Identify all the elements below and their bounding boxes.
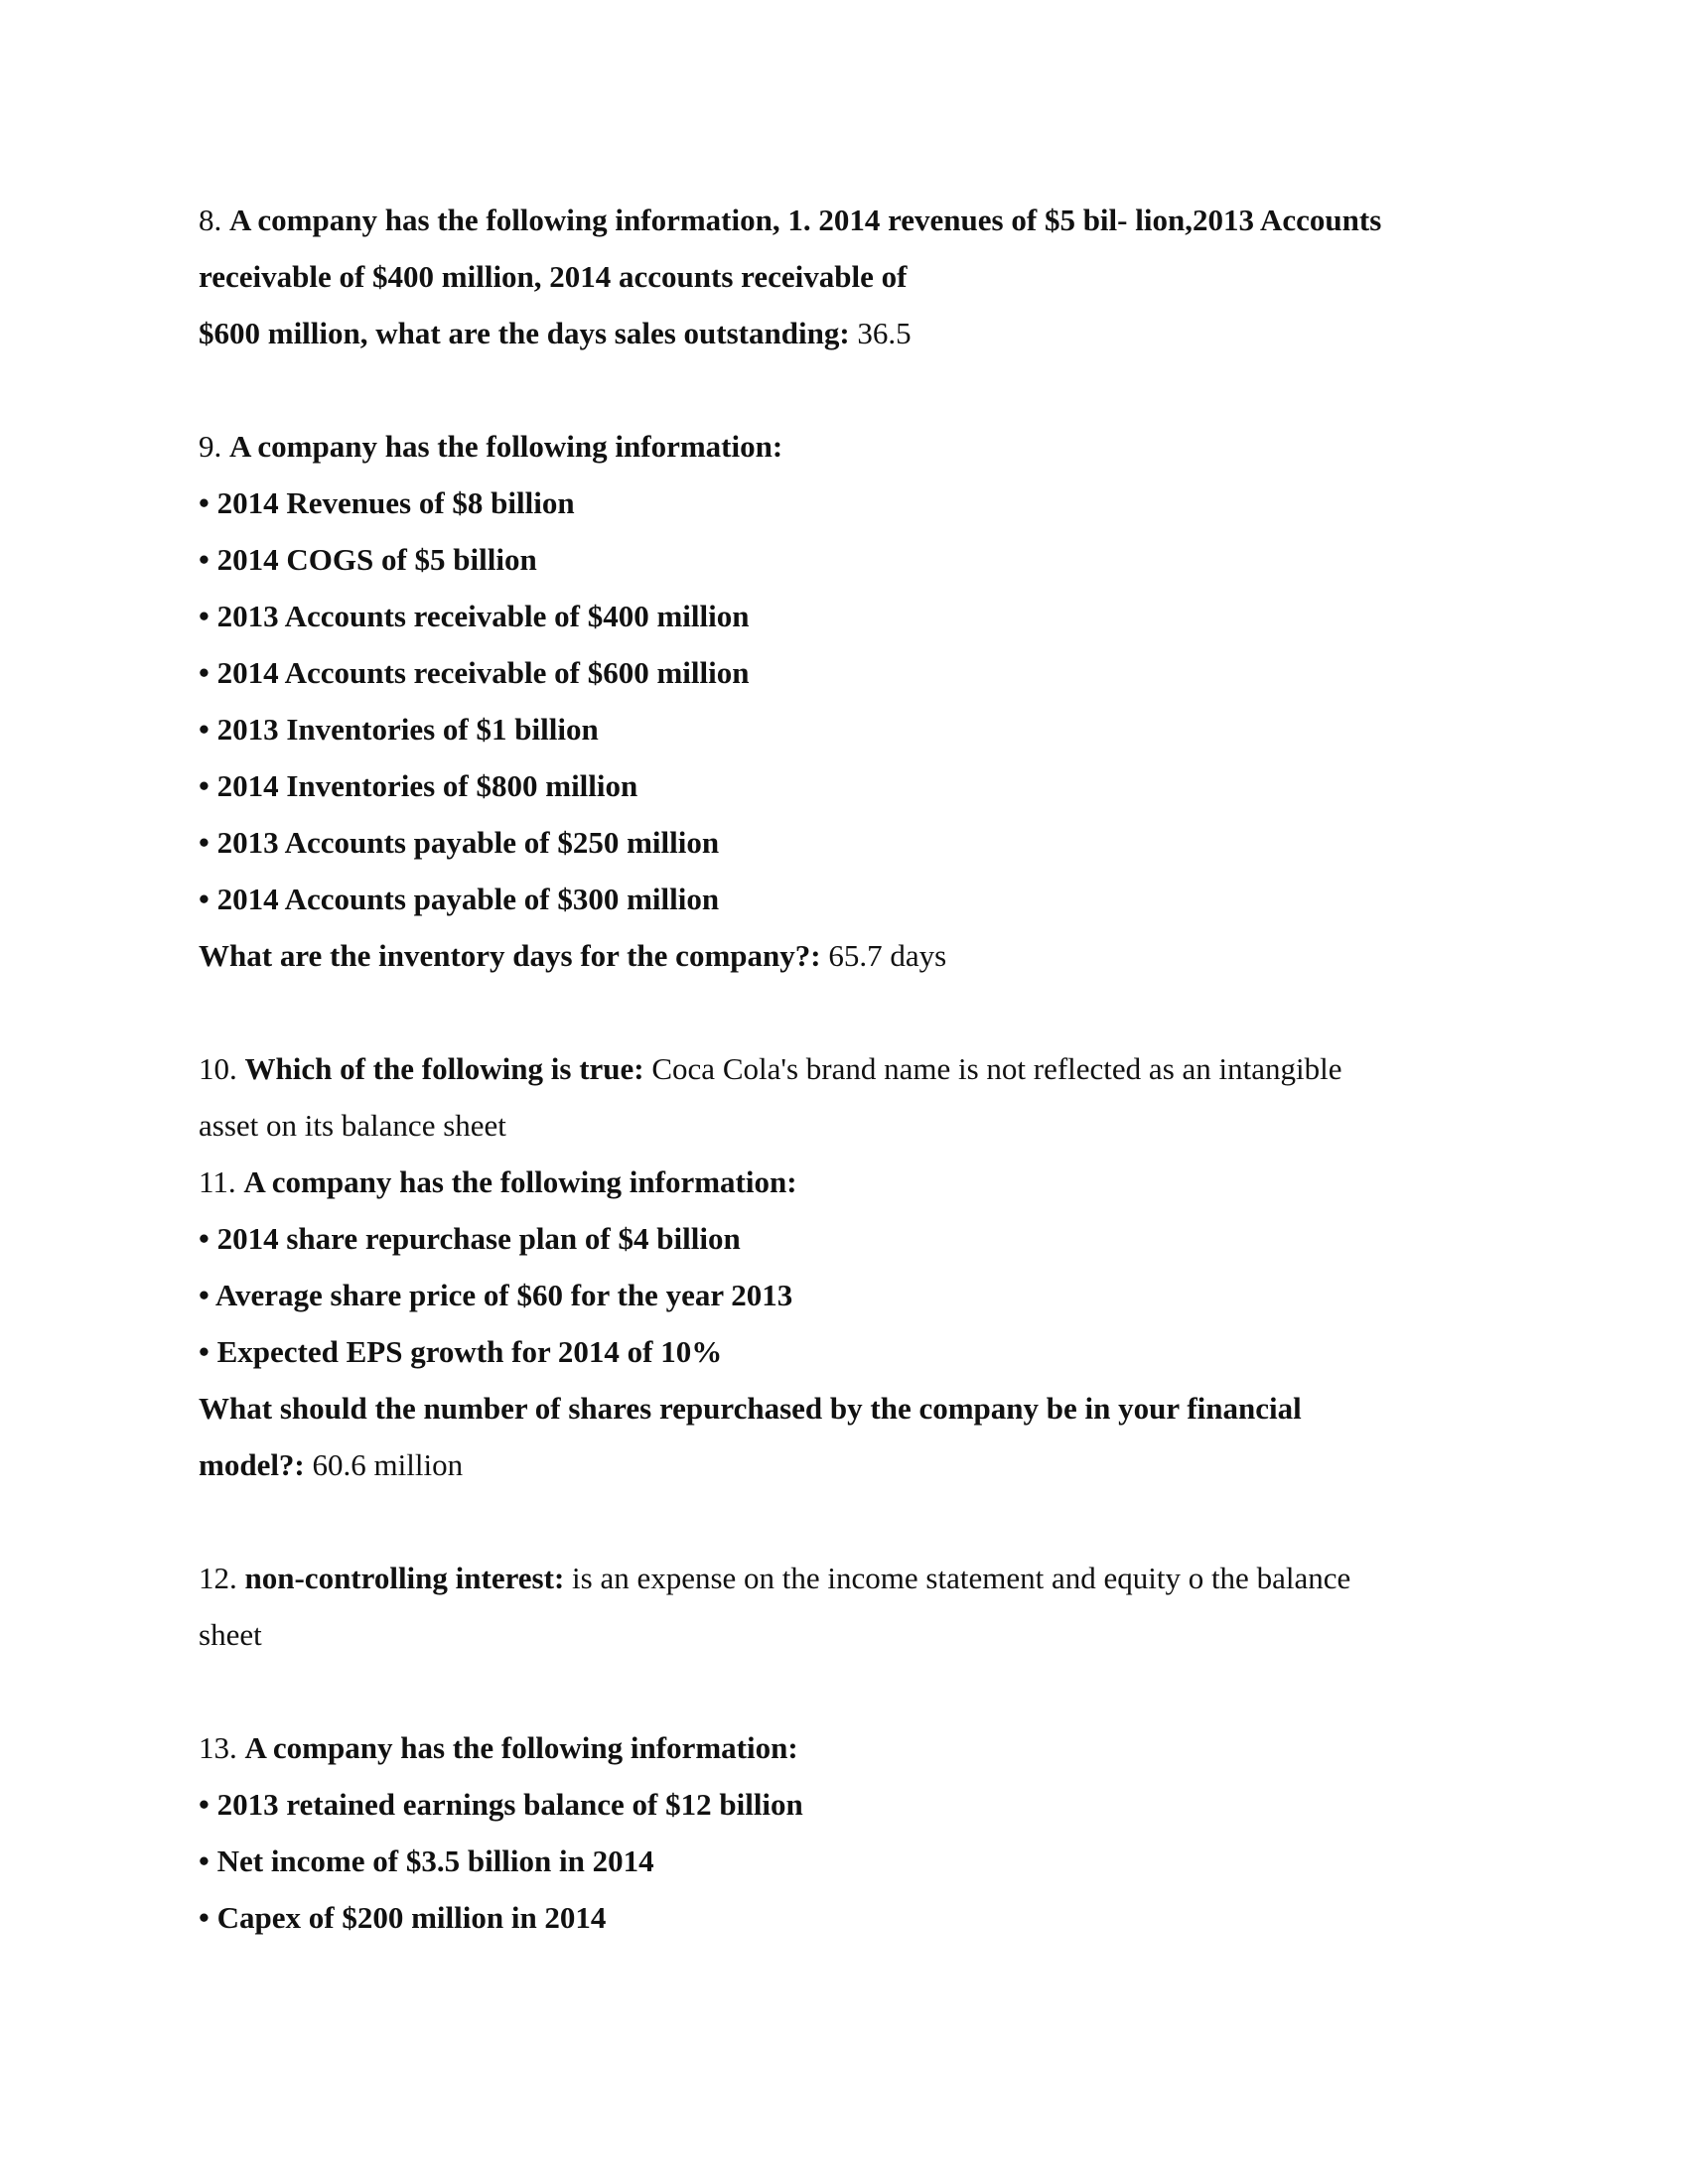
q10-line-1 <box>199 1040 1489 1097</box>
q11-question-2: model?: <box>199 1447 305 1482</box>
q12-number: 12. <box>199 1561 237 1595</box>
q11-question-line-2 <box>199 1436 1489 1493</box>
spacer <box>199 984 1489 1040</box>
spacer <box>199 361 1489 418</box>
document-page <box>199 192 1489 1946</box>
q11-answer: 60.6 million <box>312 1447 464 1482</box>
q9-bullet: • 2013 Inventories of $1 billion <box>199 712 599 747</box>
q11-heading: A company has the following information: <box>243 1164 797 1199</box>
q9-bullet: • 2014 Accounts receivable of $600 million <box>199 655 750 690</box>
q10-answer-line-2: asset on its balance sheet <box>199 1108 506 1143</box>
q12-answer-line-1: is an expense on the income statement and equity o the balance <box>572 1561 1351 1595</box>
q11-question-line-1 <box>199 1380 1489 1436</box>
q8-line-1 <box>199 192 1489 248</box>
q9-bullet: • 2014 Revenues of $8 billion <box>199 485 575 520</box>
q9-bullet: • 2013 Accounts payable of $250 million <box>199 825 720 860</box>
q11-bullet: • Expected EPS growth for 2014 of 10% <box>199 1334 723 1369</box>
q9-heading: A company has the following information: <box>229 429 783 464</box>
q8-number: 8. <box>199 203 222 237</box>
q10-answer-line-1: Coca Cola's brand name is not reflected as an intangible <box>651 1051 1342 1086</box>
q13-bullet: • Net income of $3.5 billion in 2014 <box>199 1843 654 1878</box>
q10-line-2 <box>199 1097 1489 1154</box>
q10-question: Which of the following is true: <box>244 1051 644 1086</box>
spacer <box>199 1663 1489 1719</box>
q11-question-1: What should the number of shares repurchased by the company be in your financial <box>199 1391 1302 1426</box>
q11-number: 11. <box>199 1164 236 1199</box>
q12-question: non-controlling interest: <box>244 1561 565 1595</box>
q13-bullet: • 2013 retained earnings balance of $12 billion <box>199 1787 803 1822</box>
q9-question-line <box>199 927 1489 984</box>
q8-answer: 36.5 <box>857 316 912 350</box>
spacer <box>199 1493 1489 1550</box>
q11-bullet: • Average share price of $60 for the year 2013 <box>199 1278 793 1312</box>
q10-number: 10. <box>199 1051 237 1086</box>
q9-bullet: • 2014 Inventories of $800 million <box>199 768 638 803</box>
q9-bullet: • 2013 Accounts receivable of $400 million <box>199 599 750 633</box>
q9-bullet: • 2014 COGS of $5 billion <box>199 542 537 577</box>
q9-answer: 65.7 days <box>828 938 947 973</box>
q9-heading-line <box>199 418 1489 475</box>
q8-question-line-1: A company has the following information, 1. 2014 revenues of $5 bil- lion,2013 Accounts <box>229 203 1382 237</box>
q13-number: 13. <box>199 1730 237 1765</box>
q13-bullet: • Capex of $200 million in 2014 <box>199 1900 607 1935</box>
q13-heading-line <box>199 1719 1489 1776</box>
q11-heading-line <box>199 1154 1489 1210</box>
q9-bullet: • 2014 Accounts payable of $300 million <box>199 882 720 916</box>
q9-number: 9. <box>199 429 222 464</box>
q13-heading: A company has the following information: <box>244 1730 798 1765</box>
q11-bullet: • 2014 share repurchase plan of $4 billion <box>199 1221 741 1256</box>
q8-line-2 <box>199 248 1489 305</box>
q12-line-2 <box>199 1606 1489 1663</box>
q9-question: What are the inventory days for the company?: <box>199 938 821 973</box>
q12-line-1 <box>199 1550 1489 1606</box>
q8-line-3 <box>199 305 1489 361</box>
q8-question-line-3: $600 million, what are the days sales outstanding: <box>199 316 850 350</box>
q12-answer-line-2: sheet <box>199 1617 262 1652</box>
q8-question-line-2: receivable of $400 million, 2014 accounts receivable of <box>199 259 908 294</box>
